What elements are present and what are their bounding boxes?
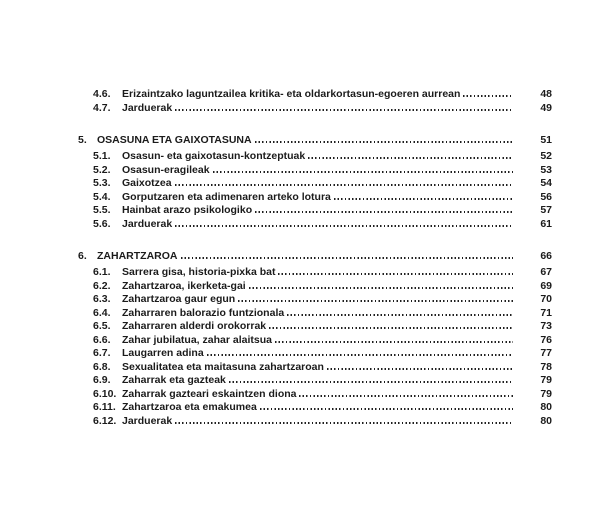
toc-entry-page: 54: [540, 177, 552, 189]
toc-entry-page: 71: [540, 306, 552, 319]
dot-leader: [334, 198, 513, 200]
dot-leader: [260, 408, 513, 410]
toc-entry-label: Zaharraren alderdi orokorrak: [122, 320, 267, 332]
toc-chapter-page: 51: [540, 134, 552, 146]
toc-entry-number: 5.3.: [93, 177, 111, 189]
toc-entry-page: 80: [540, 414, 552, 427]
toc-chapter: [78, 250, 552, 264]
dot-leader: [278, 273, 513, 275]
toc-entry-page: 53: [540, 163, 552, 176]
dot-leader: [308, 157, 513, 159]
toc-entry: [93, 266, 552, 280]
toc-entry-label: Sexualitatea eta maitasuna zahartzaroan: [122, 360, 324, 373]
toc-entry-number: 6.11.: [93, 401, 116, 413]
toc-entry: [93, 102, 552, 116]
dot-leader: [299, 395, 513, 397]
toc-entry: [93, 415, 552, 429]
toc-chapter-label: OSASUNA ETA GAIXOTASUNA: [97, 134, 252, 146]
toc-entry-number: 5.5.: [93, 204, 111, 216]
toc-entry: [93, 307, 552, 321]
toc-entry-number: 6.3.: [93, 293, 111, 305]
toc-entry-number: 5.4.: [93, 190, 111, 203]
toc-section-5: [0, 134, 600, 231]
dot-leader: [287, 314, 513, 316]
toc-entry-page: 79: [540, 374, 552, 386]
toc-chapter: [78, 134, 552, 148]
toc-entry-page: 48: [540, 88, 552, 100]
dot-leader: [255, 211, 513, 213]
dot-leader: [175, 184, 513, 186]
toc-entry: [93, 361, 552, 375]
toc-entry-label: Sarrera gisa, historia-pixka bat: [122, 266, 276, 278]
dot-leader: [181, 257, 514, 259]
toc-entry-page: 78: [540, 360, 552, 373]
toc-entry-page: 56: [540, 190, 552, 203]
toc-section-6: [0, 250, 600, 428]
toc-entry: [93, 218, 552, 232]
toc-entry: [93, 347, 552, 361]
toc-entry-page: 70: [540, 293, 552, 305]
toc-entry-page: 49: [540, 101, 552, 114]
toc-entry: [93, 204, 552, 218]
toc-entry-label: Laugarren adina: [122, 347, 204, 359]
toc-entry-page: 69: [540, 279, 552, 292]
toc-entry-number: 6.1.: [93, 266, 111, 278]
toc-chapter-label: ZAHARTZAROA: [97, 250, 178, 262]
toc-entry-number: 6.7.: [93, 347, 111, 359]
toc-entry-number: 6.4.: [93, 306, 111, 319]
toc-entry-page: 52: [540, 150, 552, 162]
dot-leader: [207, 354, 513, 356]
toc-chapter-page: 66: [540, 250, 552, 262]
toc-entry: [93, 388, 552, 402]
toc-entry-label: Jarduerak: [122, 414, 173, 427]
dot-leader: [275, 341, 513, 343]
toc-entry-page: 77: [540, 347, 552, 359]
toc-entry-label: Gaixotzea: [122, 177, 172, 189]
toc-chapter-number: 5.: [78, 134, 87, 146]
dot-leader: [175, 422, 513, 424]
toc-entry-label: Zahartzaroa eta emakumea: [122, 401, 257, 413]
toc-entry: [93, 150, 552, 164]
toc-entry-number: 6.5.: [93, 320, 111, 332]
toc-entry-label: Erizaintzako laguntzailea kritika- eta oldarkortasun-egoeren aurrean: [122, 88, 461, 100]
dot-leader: [249, 287, 513, 289]
toc-entry: [93, 293, 552, 307]
toc-entry: [93, 177, 552, 191]
toc-entry-number: 6.9.: [93, 374, 111, 386]
toc-entry-label: Osasun-eragileak: [122, 163, 210, 176]
dot-leader: [175, 225, 513, 227]
toc-entry: [93, 191, 552, 205]
toc-entry-label: Zaharrak gazteari eskaintzen diona: [122, 387, 297, 400]
toc-entry: [93, 374, 552, 388]
toc-entry-label: Osasun- eta gaixotasun-kontzeptuak: [122, 150, 306, 162]
toc-entry-page: 61: [540, 217, 552, 230]
toc-entry-page: 79: [540, 387, 552, 400]
toc-entry-number: 5.1.: [93, 150, 111, 162]
toc-entry: [93, 334, 552, 348]
toc-entry-number: 4.6.: [93, 88, 111, 100]
toc-entry-label: Zahartzaroa, ikerketa-gai: [122, 279, 246, 292]
toc-section-4: [0, 88, 600, 115]
toc-entry-label: Zahar jubilatua, zahar alaitsua: [122, 333, 272, 346]
toc-entry-number: 5.2.: [93, 163, 111, 176]
toc-entry-number: 6.10.: [93, 387, 117, 400]
toc-entry-number: 6.12.: [93, 414, 117, 427]
toc-entry: [93, 401, 552, 415]
toc-entry-label: Gorputzaren eta adimenaren arteko lotura: [122, 190, 331, 203]
toc-entry-number: 4.7.: [93, 101, 111, 114]
dot-leader: [269, 327, 513, 329]
toc-entry-label: Jarduerak: [122, 217, 173, 230]
toc-entry-page: 76: [540, 333, 552, 346]
toc-entry-number: 6.8.: [93, 360, 111, 373]
toc-entry-label: Zaharrak eta gazteak: [122, 374, 226, 386]
dot-leader: [229, 381, 513, 383]
toc-entry-number: 6.2.: [93, 279, 111, 292]
toc-entry-page: 73: [540, 320, 552, 332]
dot-leader: [213, 171, 513, 173]
toc-entry-page: 57: [540, 204, 552, 216]
toc-entry-label: Jarduerak: [122, 101, 173, 114]
toc-entry: [93, 164, 552, 178]
toc-entry-page: 67: [540, 266, 552, 278]
dot-leader: [238, 300, 513, 302]
toc-entry: [93, 88, 552, 102]
dot-leader: [463, 95, 513, 97]
toc-chapter-number: 6.: [78, 250, 87, 262]
toc-entry-number: 6.6.: [93, 333, 111, 346]
toc-entry-label: Zaharraren balorazio funtzionala: [122, 306, 285, 319]
toc-entry: [93, 280, 552, 294]
table-of-contents: [0, 88, 600, 428]
dot-leader: [175, 109, 513, 111]
dot-leader: [327, 368, 513, 370]
toc-entry-page: 80: [540, 401, 552, 413]
toc-entry: [93, 320, 552, 334]
toc-entry-number: 5.6.: [93, 217, 111, 230]
toc-entry-label: Hainbat arazo psikologiko: [122, 204, 253, 216]
dot-leader: [255, 141, 513, 143]
toc-entry-label: Zahartzaroa gaur egun: [122, 293, 236, 305]
